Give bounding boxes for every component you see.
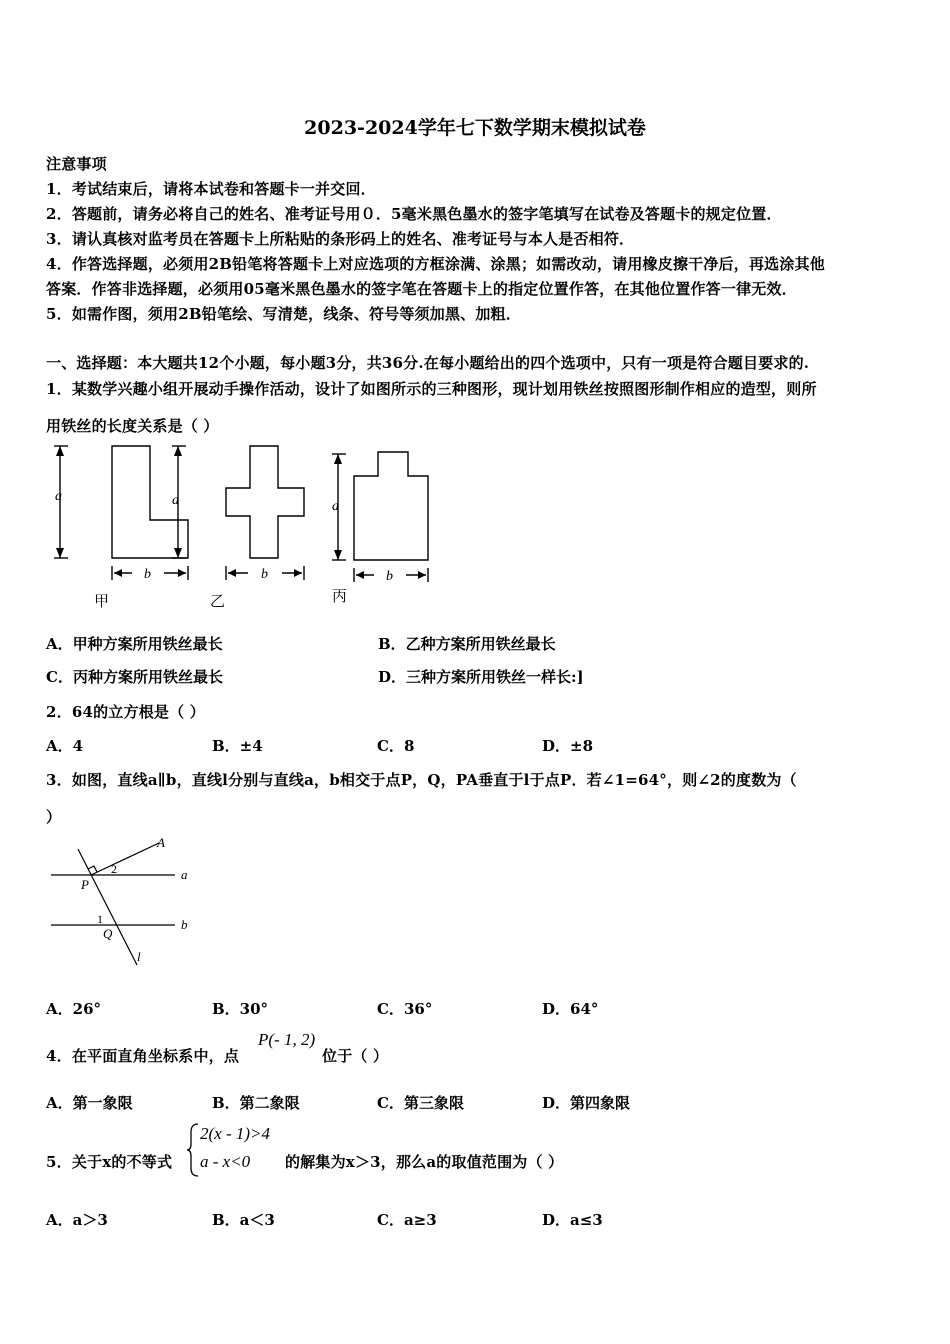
label-angle-1: 1 — [97, 912, 103, 926]
q5-option-d: D．a≤3 — [542, 1211, 603, 1229]
label-point-a: A — [157, 835, 165, 850]
q4-text: 4．在平面直角坐标系中，点 — [46, 1047, 240, 1065]
page-title: 2023-2024学年七下数学期末模拟试卷 — [304, 117, 646, 139]
q5-option-c: C．a≥3 — [377, 1211, 437, 1229]
notice-item-4: 4．作答选择题，必须用2B铅笔将答题卡上对应选项的方框涂满、涂黑；如需改动，请用橡皮擦干净后，再选涂其他 — [46, 255, 825, 273]
q4-point: P(- 1, 2) — [258, 1030, 316, 1049]
q1-option-a: A．甲种方案所用铁丝最长 — [46, 635, 223, 653]
q4-option-b: B．第二象限 — [212, 1094, 300, 1112]
shape-bing — [354, 452, 428, 560]
q4-option-a: A．第一象限 — [46, 1094, 133, 1112]
label-line-a: a — [181, 867, 188, 882]
section-heading: 一、选择题：本大题共12个小题，每小题3分，共36分.在每小题给出的四个选项中，只有一项是符合题目要求的. — [46, 354, 810, 372]
q2-option-b: B．±4 — [212, 737, 263, 755]
q2-option-a: A．4 — [46, 737, 84, 755]
notice-item-4-cont: 答案．作答非选择题，必须用05毫米黑色墨水的签字笔在答题卡上的指定位置作答，在其他位置作答一律无效． — [46, 280, 797, 298]
q1-figure — [40, 440, 440, 610]
label-b-yi: b — [261, 567, 268, 582]
label-point-q: Q — [103, 926, 113, 941]
q1-text-cont: 用铁丝的长度关系是（ ） — [46, 417, 219, 435]
q5-inequality-2: a - x<0 — [200, 1152, 251, 1171]
q3-text: 3．如图，直线a∥b，直线l分别与直线a，b相交于点P，Q，PA垂直于l于点P．若∠1=64°，则∠2的度数为（ — [46, 771, 797, 789]
q3-figure — [45, 835, 205, 970]
ray-pa — [91, 843, 159, 875]
notice-heading: 注意事项 — [46, 155, 107, 173]
shape-yi — [226, 446, 304, 558]
label-a-yi: a — [172, 493, 179, 508]
q3-option-d: D．64° — [542, 1000, 599, 1018]
q5-text-after: 的解集为x＞3，那么a的取值范围为（ ） — [285, 1153, 564, 1171]
label-yi: 乙 — [210, 592, 226, 610]
q5-inequality-1: 2(x - 1)>4 — [200, 1124, 271, 1143]
q3-option-b: B．30° — [212, 1000, 269, 1018]
q3-option-c: C．36° — [377, 1000, 433, 1018]
q4-option-c: C．第三象限 — [377, 1094, 464, 1112]
q5-brace — [186, 1122, 200, 1178]
q2-option-d: D．±8 — [542, 737, 594, 755]
label-line-l: l — [137, 949, 141, 964]
label-jia: 甲 — [94, 592, 110, 610]
label-b-bing: b — [386, 569, 393, 584]
q4-text-after: 位于（ ） — [322, 1047, 389, 1065]
label-a-bing: a — [332, 499, 339, 514]
q1-option-c: C．丙种方案所用铁丝最长 — [46, 668, 223, 686]
label-angle-2: 2 — [111, 862, 117, 876]
label-bing: 丙 — [332, 587, 348, 605]
q4-option-d: D．第四象限 — [542, 1094, 631, 1112]
notice-item-2: 2．答题前，请务必将自己的姓名、准考证号用０．5毫米黑色墨水的签字笔填写在试卷及答题卡的规定位置． — [46, 205, 782, 223]
label-b-jia: b — [144, 567, 151, 582]
q1-option-b: B．乙种方案所用铁丝最长 — [378, 635, 556, 653]
label-point-p: P — [81, 877, 89, 892]
q5-text: 5．关于x的不等式 — [46, 1153, 173, 1171]
label-line-b: b — [181, 917, 188, 932]
label-a-jia: a — [55, 489, 62, 504]
q3-text-cont: ） — [46, 808, 62, 826]
line-l — [78, 849, 137, 965]
notice-item-1: 1．考试结束后，请将本试卷和答题卡一并交回． — [46, 180, 376, 198]
notice-item-5: 5．如需作图，须用2B铅笔绘、写清楚，线条、符号等须加黑、加粗． — [46, 305, 521, 323]
q2-text: 2．64的立方根是（ ） — [46, 703, 205, 721]
q5-option-b: B．a＜3 — [212, 1211, 275, 1229]
notice-item-3: 3．请认真核对监考员在答题卡上所粘贴的条形码上的姓名、准考证号与本人是否相符． — [46, 230, 635, 248]
q2-option-c: C．8 — [377, 737, 415, 755]
q1-option-d: D．三种方案所用铁丝一样长:] — [378, 668, 584, 686]
q1-text: 1．某数学兴趣小组开展动手操作活动，设计了如图所示的三种图形，现计划用铁丝按照图形制作相应的造型，则所 — [46, 380, 817, 398]
q3-option-a: A．26° — [46, 1000, 102, 1018]
q5-option-a: A．a＞3 — [46, 1211, 108, 1229]
